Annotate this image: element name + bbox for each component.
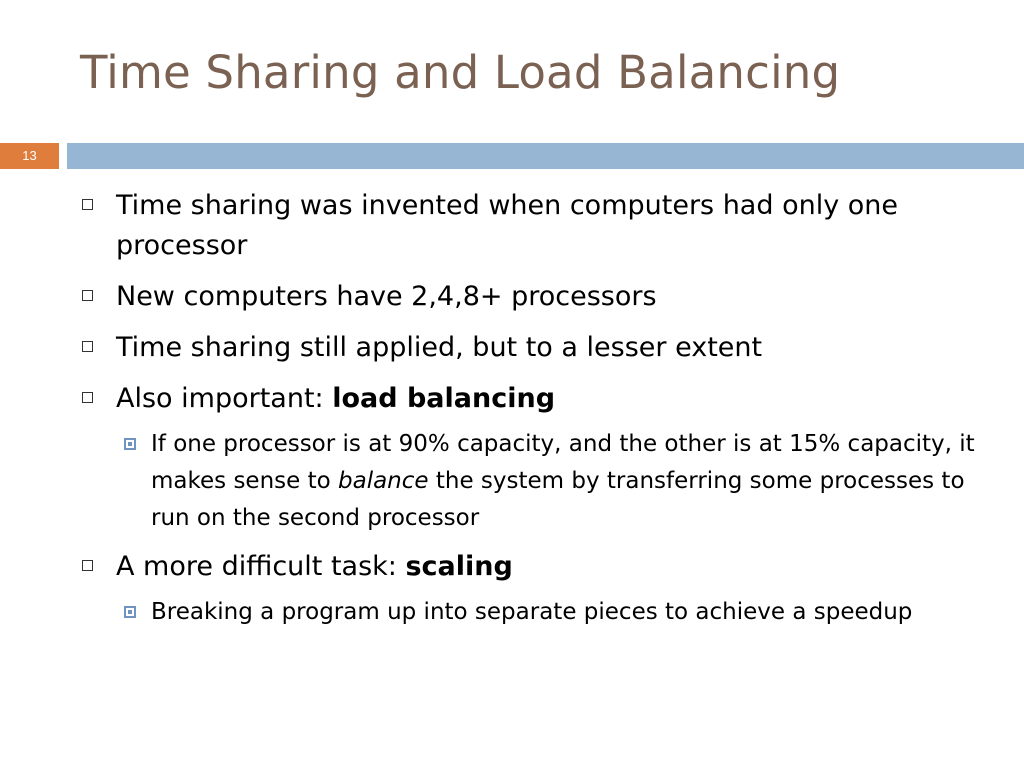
bullet-text: A more difficult task: [116, 551, 406, 582]
bullet-item [80, 547, 1000, 587]
hollow-square-bullet-icon [82, 199, 93, 210]
bullet-text: Also important: [116, 383, 333, 414]
slide-number-badge: 13 [0, 143, 59, 169]
bullet-text: Time sharing was invented when computers had only one processor [116, 190, 899, 261]
bullet-bold-term: load balancing [332, 383, 556, 414]
hollow-square-bullet-icon [82, 290, 93, 301]
sub-bullet-item [116, 426, 1000, 537]
bullet-item [80, 379, 1000, 419]
sub-bullet-text: Breaking a program up into separate pieces to achieve a speedup [151, 599, 913, 625]
hollow-square-bullet-icon [82, 392, 93, 403]
bullet-text: Time sharing still applied, but to a lesser extent [116, 332, 763, 363]
slide-content [80, 186, 1000, 641]
filled-square-bullet-icon [124, 438, 136, 450]
bullet-item [80, 277, 1000, 317]
sub-bullet-text: If one processor is at 90% capacity, and the other is at 15% capacity, it makes sense to [151, 431, 975, 494]
filled-square-bullet-icon [124, 606, 136, 618]
slide-title: Time Sharing and Load Balancing [80, 46, 841, 99]
sub-bullet-text-continued: the system by transferring some processes to run on the second processor [151, 468, 965, 531]
bullet-bold-term: scaling [405, 551, 513, 582]
hollow-square-bullet-icon [82, 341, 93, 352]
hollow-square-bullet-icon [82, 560, 93, 571]
sub-bullet-italic-term: balance [338, 468, 429, 494]
bullet-item [80, 186, 1000, 266]
sub-bullet-item [116, 594, 1000, 631]
bullet-item [80, 328, 1000, 368]
bullet-text: New computers have 2,4,8+ processors [116, 281, 657, 312]
title-divider-bar [67, 143, 1024, 169]
